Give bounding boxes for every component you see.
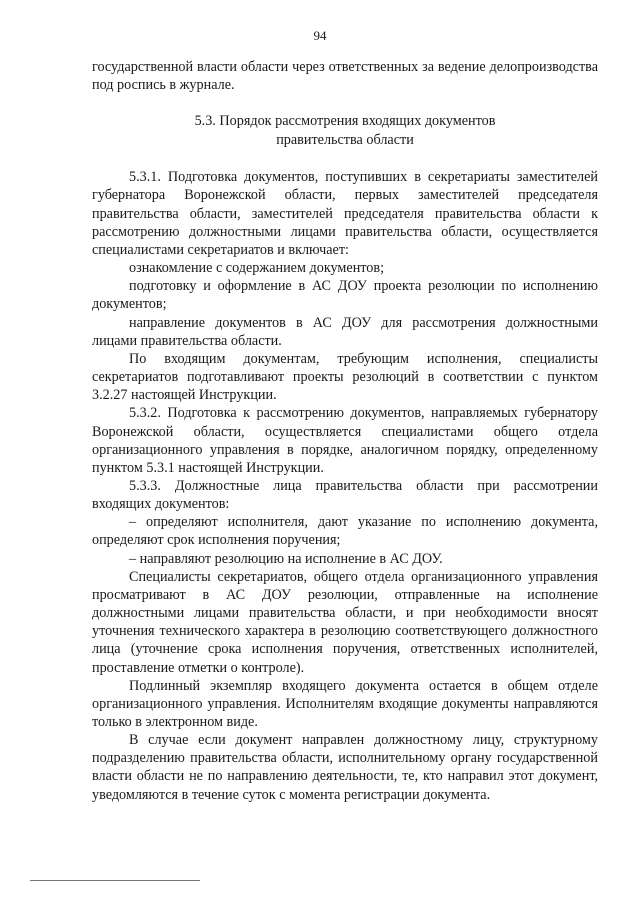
paragraph-continuation: государственной власти области через ответственных за ведение делопроизводства под роспись в журнале. xyxy=(92,59,598,94)
document-body xyxy=(92,58,598,804)
paragraph-misdirected-document: В случае если документ направлен должностному лицу, структурному подразделению правительства области, исполнительному органу государственной власти области не по направлению деятельности, те, кто направил этот документ, уведомляются в течение суток с момента регистрации документа. xyxy=(92,732,598,803)
paragraph-specialists-review: Специалисты секретариатов, общего отдела организационного управления просматривают в АС ДОУ резолюции, отправленные на исполнение должностными лицами правительства области, и при необходимости вносят уточнения технического характера в резолюцию соответствующего должностного лица (уточнение срока исполнения поручения, ответственных исполнителей, проставление отметки о контроле). xyxy=(92,568,598,676)
page-number: 94 xyxy=(313,28,327,43)
paragraph-original-copy: Подлинный экземпляр входящего документа остается в общем отделе организационного управления. Исполнителям входящие документы направляются только в электронном виде. xyxy=(92,677,598,730)
list-item-draft-resolution: подготовку и оформление в АС ДОУ проекта резолюции по исполнению документов; xyxy=(92,278,598,313)
list-item-send-documents: направление документов в АС ДОУ для рассмотрения должностными лицами правительства области. xyxy=(92,314,598,349)
paragraph-5-3-2: 5.3.2. Подготовка к рассмотрению документов, направляемых губернатору Воронежской области, осуществляется специалистами общего отдела организационного управления в порядке, аналогичном порядку, определенному пунктом 5.3.1 настоящей Инструкции. xyxy=(92,405,598,476)
list-item-acquaintance: ознакомление с содержанием документов; xyxy=(129,260,385,277)
section-heading-line2: правительства области xyxy=(276,131,414,148)
section-heading-line1: 5.3. Порядок рассмотрения входящих документов xyxy=(194,113,496,130)
section-heading xyxy=(92,112,598,149)
paragraph-5-3-1: 5.3.1. Подготовка документов, поступивших в секретариаты заместителей губернатора Воронежской области, первых заместителей председателя правительства области, заместителей председателя правительства области к рассмотрению должностными лицами правительства области, осуществляется специалистами секретариатов и включает: xyxy=(92,169,598,258)
footer-rule xyxy=(30,880,200,881)
paragraph-incoming-execution: По входящим документам, требующим исполнения, специалисты секретариатов подготавливают проекты резолюций в соответствии с пунктом 3.2.27 настоящей Инструкции. xyxy=(92,350,598,404)
paragraph-5-3-3: 5.3.3. Должностные лица правительства области при рассмотрении входящих документов: xyxy=(92,477,598,513)
list-item-send-resolution: – направляют резолюцию на исполнение в АС ДОУ. xyxy=(129,550,443,567)
list-item-determine-executor: – определяют исполнителя, дают указание по исполнению документа, определяют срок исполнения поручения; xyxy=(92,514,598,549)
